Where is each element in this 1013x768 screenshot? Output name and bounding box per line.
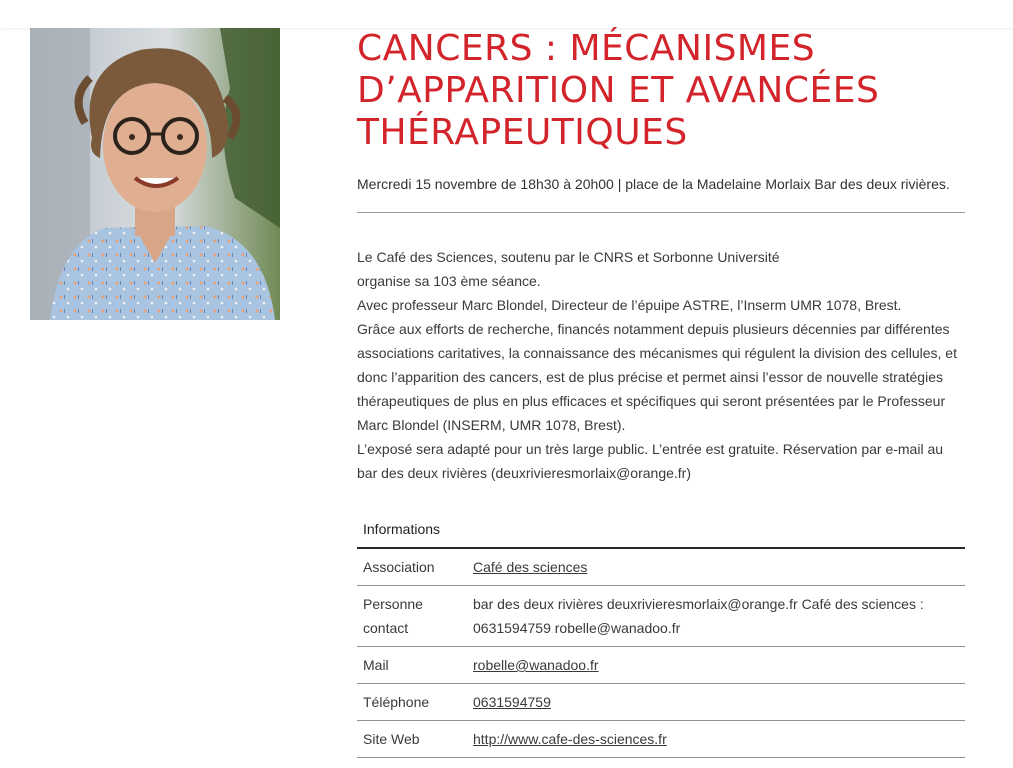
description-line: Avec professeur Marc Blondel, Directeur de l’épuipe ASTRE, l’Inserm UMR 1078, Brest.	[357, 297, 902, 313]
event-title	[357, 28, 965, 154]
table-row	[357, 684, 965, 721]
informations-table	[357, 547, 965, 758]
speaker-photo	[30, 28, 280, 320]
description-paragraph: L’exposé sera adapté pour un très large public. L’entrée est gratuite. Réservation par e-mail au bar des deux rivières (deuxrivieresmorlaix@orange.fr)	[357, 441, 944, 481]
mail-label: Mail	[363, 657, 389, 673]
description-line: organise sa 103 ème séance.	[357, 273, 541, 289]
table-row	[357, 586, 965, 647]
phone-link[interactable]: 0631594759	[473, 694, 551, 710]
contact-label: Personne contact	[363, 596, 423, 636]
association-label: Association	[363, 559, 435, 575]
mail-link[interactable]: robelle@wanadoo.fr	[473, 657, 599, 673]
association-value	[467, 548, 965, 586]
association-link[interactable]: Café des sciences	[473, 559, 588, 575]
event-date-location: Mercredi 15 novembre de 18h30 à 20h00 | place de la Madelaine Morlaix Bar des deux rivières.	[357, 176, 950, 192]
website-label: Site Web	[363, 731, 420, 747]
description-line: Le Café des Sciences, soutenu par le CNRS et Sorbonne Université	[357, 249, 780, 265]
informations-heading: Informations	[363, 521, 441, 537]
event-title-line-3: THÉRAPEUTIQUES	[357, 112, 688, 153]
website-link[interactable]: http://www.cafe-des-sciences.fr	[473, 731, 667, 747]
event-description	[357, 245, 965, 485]
phone-label: Téléphone	[363, 694, 430, 710]
website-value	[467, 721, 965, 758]
mail-value	[467, 647, 965, 684]
top-header-bar	[0, 0, 1013, 28]
event-content	[357, 28, 965, 758]
event-title-line-2: D’APPARITION ET AVANCÉES	[357, 70, 880, 111]
phone-value	[467, 684, 965, 721]
table-row	[357, 647, 965, 684]
table-row	[357, 721, 965, 758]
description-paragraph: Grâce aux efforts de recherche, financés notamment depuis plusieurs décennies par différentes associations caritatives, la connaissance des mécanismes qui régulent la division des cellules, et donc l’apparition des cancers, est de plus précise et permet ainsi l’essor de nouvelle stratégies thérapeutiques de plus en plus efficaces et spécifiques qui seront présentées par le Professeur Marc Blondel (INSERM, UMR 1078, Brest).	[357, 321, 957, 433]
divider	[357, 212, 965, 213]
table-row	[357, 548, 965, 586]
contact-value: bar des deux rivières deuxrivieresmorlaix@orange.fr Café des sciences : 0631594759 robelle@wanadoo.fr	[473, 596, 924, 636]
event-title-line-1: CANCERS : MÉCANISMES	[357, 28, 816, 69]
